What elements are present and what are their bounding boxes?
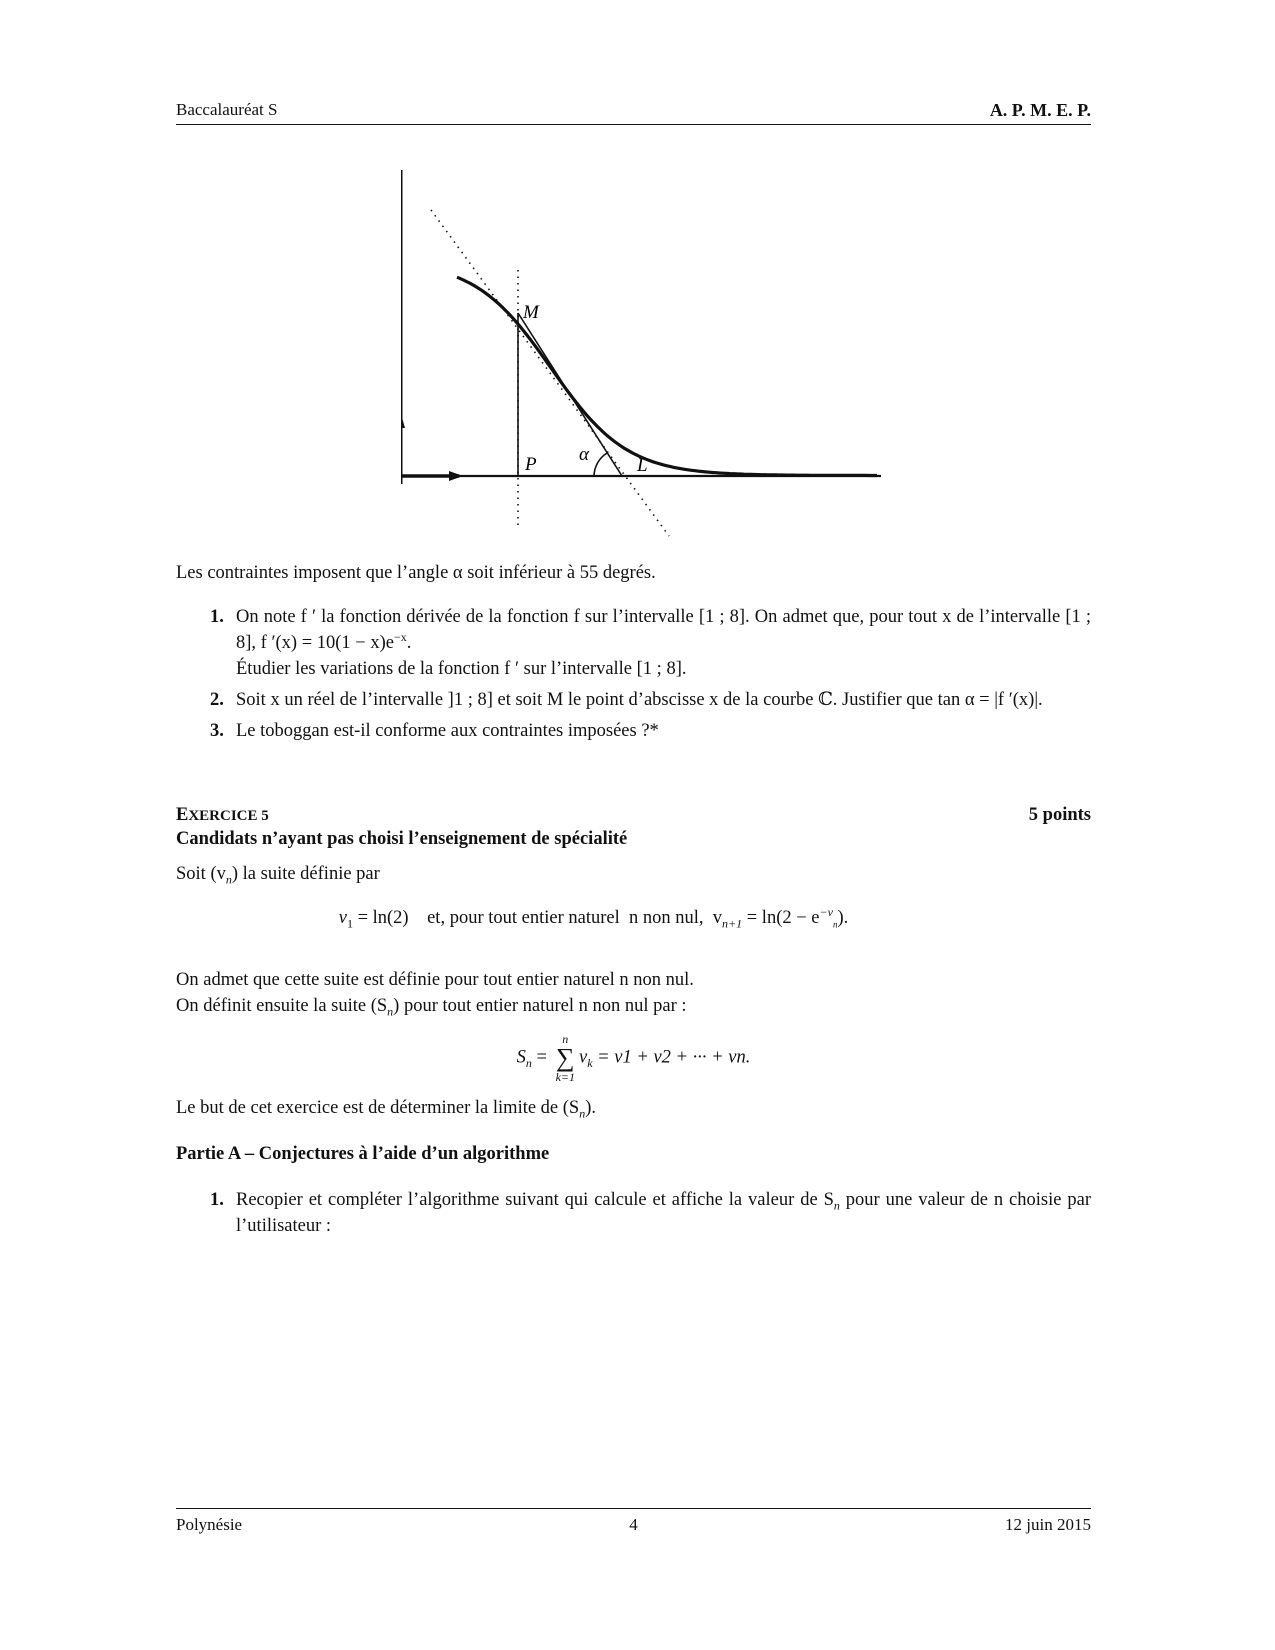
sigma-symbol: ∑ <box>556 1043 575 1072</box>
part-a-heading: Partie A – Conjectures à l’aide d’un algorithme <box>176 1144 550 1164</box>
def-sub: n <box>225 872 232 887</box>
eq1-v: v <box>338 908 347 928</box>
question-1-end: . <box>406 633 412 653</box>
def-text-a: Soit (v <box>176 864 226 884</box>
header-left: Baccalauréat S <box>176 100 278 119</box>
sn-def-a: On définit ensuite la suite (S <box>176 996 388 1016</box>
sn-def-sub: n <box>387 1004 394 1019</box>
label-P: P <box>525 454 537 475</box>
sum-lhs-sub: n <box>525 1055 532 1070</box>
def-text-b: ) la suite définie par <box>231 864 380 884</box>
part-a-question-1 <box>210 1187 1091 1239</box>
part-a-questions <box>210 1187 1091 1244</box>
goal-sub: n <box>579 1106 586 1121</box>
exercise-title-initial: E <box>176 805 189 825</box>
goal-a: Le but de cet exercice est de déterminer la limite de (S <box>176 1098 580 1118</box>
question-2-text: Soit x un réel de l’intervalle ]1 ; 8] et soit M le point d’abscisse x de la courbe ℂ. Justifier que tan α = |f ′(x)|. <box>236 690 1043 710</box>
sum-lower: k=1 <box>555 1070 575 1084</box>
sum-rhs: v <box>579 1047 588 1068</box>
label-L: L <box>637 455 648 476</box>
sn-definition <box>176 993 687 1019</box>
sum-upper: n <box>562 1032 569 1046</box>
exercise-subtitle: Candidats n’ayant pas choisi l’enseignement de spécialité <box>176 829 628 849</box>
label-alpha: α <box>579 444 589 465</box>
sequence-definition <box>176 861 380 887</box>
admit-text: On admet que cette suite est définie pour tout entier naturel n non nul. <box>176 970 694 990</box>
footer-right: 12 juin 2015 <box>1005 1515 1091 1534</box>
eq1-supsub: n <box>832 919 838 930</box>
question-1 <box>210 604 1091 682</box>
sn-def-b: ) pour tout entier naturel n non nul par : <box>393 996 687 1016</box>
part-a-q-sub: n <box>833 1198 840 1213</box>
eq1-mid: = ln(2) et, pour tout entier naturel n non nul, v <box>352 908 723 928</box>
eq1-sup: −v <box>819 904 833 919</box>
question-number: 2. <box>210 690 224 710</box>
question-3 <box>210 718 1091 744</box>
intro-text: Les contraintes imposent que l’angle α soit inférieur à 55 degrés. <box>176 563 656 583</box>
exercise-points: 5 points <box>1028 805 1091 825</box>
header-rule <box>176 124 1091 125</box>
equation-1 <box>136 904 1051 931</box>
angle-arc <box>594 453 607 476</box>
header-right: A. P. M. E. P. <box>989 100 1091 120</box>
question-number: 1. <box>210 1190 224 1210</box>
exercise-heading <box>176 802 1091 829</box>
tangent-segment <box>518 313 622 476</box>
part-a-q-end: pour une valeur de n choisie par l’utilisateur : <box>236 1190 1091 1236</box>
label-M: M <box>523 302 539 323</box>
eq1-sub1: 1 <box>346 916 353 931</box>
goal-b: ). <box>585 1098 597 1118</box>
x-arrowhead <box>449 471 463 481</box>
sum-rhs-sub: k <box>587 1055 593 1070</box>
goal-text <box>176 1095 596 1121</box>
document-page <box>176 0 1091 1650</box>
curve-C <box>457 277 877 475</box>
question-2 <box>210 687 1091 713</box>
question-1-text: On note f ′ la fonction dérivée de la fonction f sur l’intervalle [1 ; 8]. On admet que, pour tout x de l’intervalle [1 ; 8], f ′(x) = 10(1 − x)e <box>236 607 1091 653</box>
part-a-q-text: Recopier et compléter l’algorithme suivant qui calcule et affiche la valeur de S <box>236 1190 834 1210</box>
eq1-ln: = ln(2 − e <box>742 908 820 928</box>
sum-lhs: S <box>516 1047 526 1068</box>
footer-rule <box>176 1508 1091 1509</box>
question-3-text: Le toboggan est-il conforme aux contraintes imposées ?* <box>236 721 659 741</box>
question-1-exponent: −x <box>393 629 407 644</box>
exercise-title-rest: XERCICE 5 <box>188 808 269 824</box>
sum-rest: = v1 + v2 + ··· + vn. <box>592 1047 751 1068</box>
question-number: 3. <box>210 721 224 741</box>
sum-equation: $S_n$ = n ∑ k=1 $v_k = v1 + v2$ + ··· + vn. <box>516 1032 751 1084</box>
footer-page-number: 4 <box>629 1515 638 1534</box>
eq1-end: ). <box>837 908 849 928</box>
question-1-line2: Étudier les variations de la fonction f ′ sur l’intervalle [1 ; 8]. <box>236 659 687 679</box>
tangent-dotted <box>431 210 669 536</box>
toboggan-figure <box>401 170 921 570</box>
eq1-sub2: n+1 <box>722 916 743 931</box>
question-list <box>210 604 1091 749</box>
footer-left: Polynésie <box>176 1515 243 1534</box>
sigma-block <box>556 1032 575 1084</box>
question-number: 1. <box>210 607 224 627</box>
